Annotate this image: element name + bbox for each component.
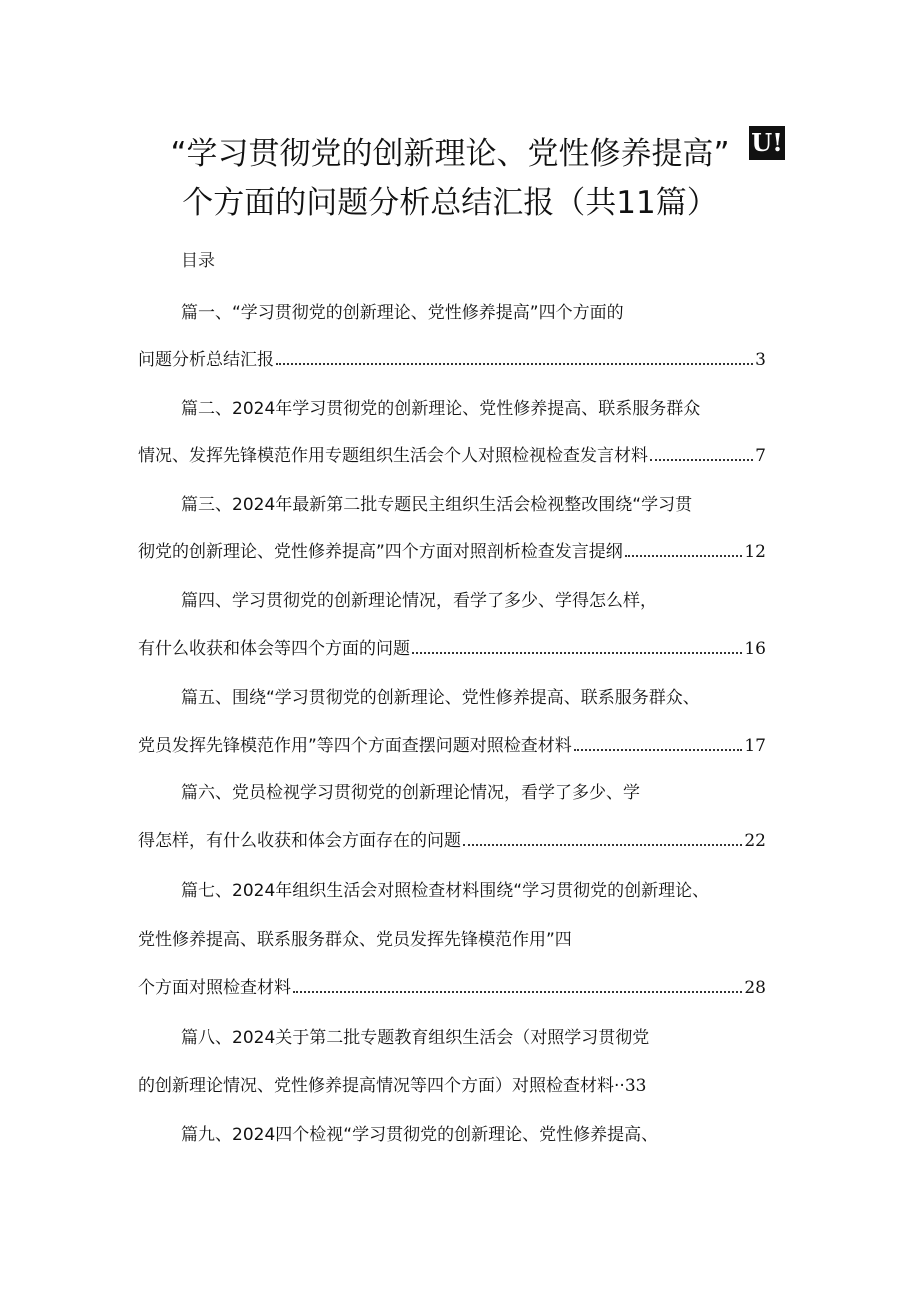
document-title-line1: “学习贯彻党的创新理论、党性修养提高” (170, 136, 730, 172)
toc-item-8-page: 33 (624, 1076, 647, 1096)
leader-dots (412, 652, 742, 654)
toc-item-8-line1[interactable]: 篇八、2024关于第二批专题教育组织生活会（对照学习贯彻党 (181, 1028, 650, 1048)
toc-item-7-line2[interactable] (138, 973, 766, 998)
toc-item-2-text: 情况、发挥先锋模范作用专题组织生活会个人对照检视检查发言材料 (138, 446, 648, 466)
toc-item-1-line1[interactable]: 篇一、“学习贯彻党的创新理论、党性修养提高”四个方面的 (181, 303, 624, 323)
toc-item-7-line1[interactable]: 篇七、2024年组织生活会对照检查材料围绕“学习贯彻党的创新理论、 (181, 881, 710, 901)
toc-item-3-page: 12 (744, 542, 766, 562)
toc-item-6-page: 22 (744, 831, 766, 851)
toc-item-6-text: 得怎样，有什么收获和体会方面存在的问题 (138, 831, 461, 851)
toc-item-3-line2[interactable] (138, 537, 766, 562)
document-title-line2: 个方面的问题分析总结汇报（共11篇） (182, 185, 718, 221)
toc-item-1-page: 3 (755, 350, 766, 370)
toc-item-4-page: 16 (744, 639, 766, 659)
toc-item-4-line1[interactable]: 篇四、学习贯彻党的创新理论情况，看学了多少、学得怎么样， (181, 591, 657, 611)
leader-dots (276, 363, 753, 365)
toc-item-5-line1[interactable]: 篇五、围绕“学习贯彻党的创新理论、党性修养提高、联系服务群众、 (181, 688, 700, 708)
leader-dots (625, 555, 743, 557)
toc-item-4-text: 有什么收获和体会等四个方面的问题 (138, 639, 410, 659)
toc-item-9-line1[interactable]: 篇九、2024四个检视“学习贯彻党的创新理论、党性修养提高、 (181, 1125, 659, 1145)
toc-item-5-page: 17 (744, 736, 766, 756)
toc-item-5-line2[interactable] (138, 731, 766, 756)
leader-dots (650, 459, 753, 461)
toc-item-5-text: 党员发挥先锋模范作用”等四个方面查摆问题对照检查材料 (138, 736, 572, 756)
toc-item-7-text: 个方面对照检查材料 (138, 978, 291, 998)
toc-item-2-page: 7 (755, 446, 766, 466)
toc-item-1-line2[interactable] (138, 345, 766, 370)
toc-item-3-text: 彻党的创新理论、党性修养提高”四个方面对照剖析检查发言提纲 (138, 542, 623, 562)
leader-dots (574, 749, 743, 751)
toc-item-7-page: 28 (744, 978, 766, 998)
toc-item-2-line2[interactable] (138, 441, 766, 466)
toc-item-6-line2[interactable] (138, 826, 766, 851)
leader-dots (463, 844, 742, 846)
toc-heading: 目录 (181, 251, 215, 271)
toc-item-4-line2[interactable] (138, 634, 766, 659)
toc-item-6-line1[interactable]: 篇六、党员检视学习贯彻党的创新理论情况，看学了多少、学 (181, 783, 640, 803)
toc-item-1-text: 问题分析总结汇报 (138, 350, 274, 370)
leader-dots (293, 991, 742, 993)
toc-item-3-line1[interactable]: 篇三、2024年最新第二批专题民主组织生活会检视整改围绕“学习贯 (181, 495, 693, 515)
toc-item-8-line2[interactable] (138, 1071, 766, 1096)
toc-item-2-line1[interactable]: 篇二、2024年学习贯彻党的创新理论、党性修养提高、联系服务群众 (181, 399, 701, 419)
toc-item-7-line1b[interactable]: 党性修养提高、联系服务群众、党员发挥先锋模范作用”四 (138, 930, 572, 950)
toc-item-8-text: 的创新理论情况、党性修养提高情况等四个方面）对照检查材料·· (138, 1076, 625, 1096)
logo-badge: U! (749, 126, 785, 160)
